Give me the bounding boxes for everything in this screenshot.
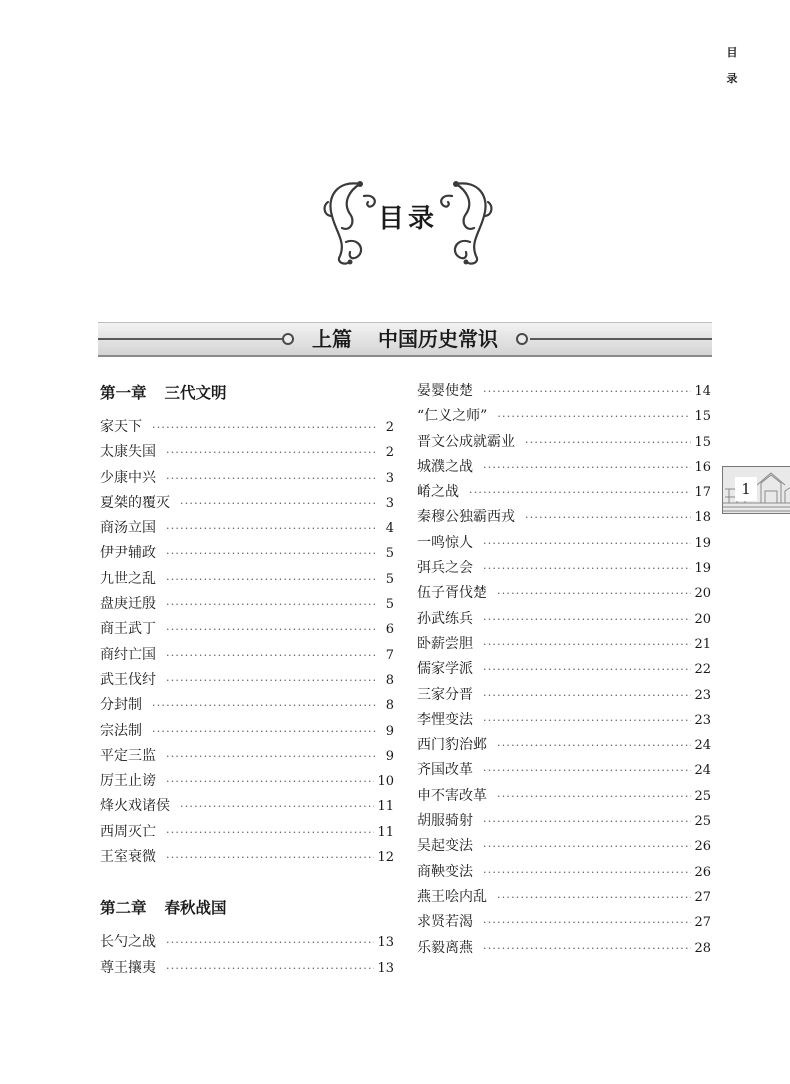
toc-entry[interactable] (417, 632, 711, 657)
dot-leader (483, 607, 691, 632)
entry-page: 5 (385, 571, 394, 587)
dot-leader (166, 440, 377, 465)
part-label: 上篇 (312, 327, 352, 351)
entry-title: 崤之战 (417, 484, 459, 501)
dot-leader (483, 758, 691, 783)
part-banner (98, 322, 712, 357)
dot-leader (483, 910, 691, 935)
entry-title: 家天下 (100, 419, 142, 435)
dot-leader (166, 956, 374, 981)
entry-page: 16 (694, 459, 711, 475)
dot-leader (497, 733, 691, 758)
entry-title: 九世之乱 (100, 570, 156, 587)
entry-page: 15 (694, 434, 711, 450)
entry-page: 8 (385, 698, 394, 714)
dot-leader (525, 505, 691, 530)
dot-leader (497, 581, 691, 606)
chapter-label: 第二章 (100, 899, 147, 918)
dot-leader (525, 430, 691, 455)
toc-entry[interactable] (100, 541, 394, 566)
entry-page: 15 (694, 409, 711, 425)
dot-leader (497, 885, 691, 910)
entry-title: 卧薪尝胆 (417, 635, 473, 652)
dot-leader (483, 936, 691, 961)
entry-page: 2 (385, 420, 394, 435)
dot-leader (483, 683, 691, 708)
chapter-label: 第一章 (100, 384, 147, 402)
entry-title: 夏桀的覆灭 (100, 494, 170, 511)
dot-leader (483, 455, 691, 480)
dot-leader (166, 516, 377, 541)
toc-entry[interactable] (100, 592, 394, 617)
toc-entry[interactable] (100, 516, 394, 541)
entry-page: 5 (385, 546, 394, 562)
toc-entry[interactable] (100, 744, 394, 769)
toc-entry[interactable] (417, 758, 711, 783)
dot-leader (180, 794, 374, 819)
entry-page: 11 (377, 799, 394, 815)
toc-entry[interactable] (100, 617, 394, 642)
dot-leader (152, 693, 377, 718)
toc-entry[interactable] (100, 415, 394, 440)
entry-page: 3 (385, 470, 394, 486)
dot-leader (166, 744, 377, 769)
entry-page: 7 (385, 647, 394, 663)
dot-leader (166, 541, 377, 566)
entry-title: 一鸣惊人 (417, 534, 473, 551)
title-block (320, 176, 496, 268)
dot-leader (180, 491, 377, 516)
entry-title: 吴起变法 (417, 838, 473, 855)
toc-entry[interactable] (100, 845, 394, 870)
toc-entry[interactable] (100, 956, 394, 981)
toc-entry[interactable] (100, 820, 394, 845)
banner-rule (98, 338, 282, 340)
toc-entry[interactable] (100, 668, 394, 693)
entry-title: 平定三监 (100, 747, 156, 764)
toc-entry[interactable] (417, 809, 711, 834)
dot-leader (483, 556, 691, 581)
entry-title: 晋文公成就霸业 (417, 433, 515, 450)
toc-entry[interactable] (417, 404, 711, 429)
entry-page: 5 (385, 597, 394, 613)
toc-entry[interactable] (100, 693, 394, 718)
entry-page: 9 (385, 748, 394, 764)
entry-title: 晏婴使楚 (417, 383, 473, 399)
entry-title: 求贤若渴 (417, 914, 473, 931)
toc-entry[interactable] (100, 719, 394, 744)
entry-page: 11 (377, 824, 394, 840)
entry-page: 6 (385, 622, 394, 638)
entry-title: 儒家学派 (417, 661, 473, 678)
entry-page: 27 (694, 915, 711, 931)
entry-title: 李悝变法 (417, 711, 473, 728)
toc-entry[interactable] (100, 491, 394, 516)
entry-title: 少康中兴 (100, 469, 156, 486)
page-title: 目录 (377, 204, 438, 234)
entry-title: 城濮之战 (417, 458, 473, 475)
toc-entry[interactable] (100, 930, 394, 955)
toc-entry[interactable] (417, 910, 711, 935)
dot-leader (483, 657, 691, 682)
entry-page: 12 (377, 850, 394, 866)
toc-column-right (417, 379, 711, 961)
toc-entry[interactable] (417, 607, 711, 632)
entry-title: 胡服骑射 (417, 813, 473, 830)
entry-page: 26 (694, 839, 711, 855)
entry-page: 27 (694, 889, 711, 905)
entry-page: 19 (694, 561, 711, 577)
entry-page: 18 (694, 510, 711, 526)
toc-entry[interactable] (100, 794, 394, 819)
dot-leader (483, 834, 691, 859)
entry-title: 西周灭亡 (100, 823, 156, 840)
dot-leader (152, 415, 377, 440)
entry-title: 长勺之战 (100, 934, 156, 951)
entry-title: 西门豹治邺 (417, 737, 487, 754)
entry-title: 宗法制 (100, 722, 142, 739)
dot-leader (166, 466, 377, 491)
circle-bullet-icon (516, 333, 528, 345)
dot-leader (497, 404, 691, 429)
entry-page: 13 (377, 960, 394, 976)
entry-title: 尊王攘夷 (100, 959, 156, 976)
entry-title: 商汤立国 (100, 520, 156, 537)
entry-title: “仁义之师” (417, 408, 488, 425)
dot-leader (483, 809, 691, 834)
entry-page: 3 (385, 495, 394, 511)
toc-entry[interactable] (100, 567, 394, 592)
dot-leader (483, 708, 691, 733)
entry-page: 22 (694, 662, 711, 678)
running-head-char: 目 (726, 46, 738, 59)
dot-leader (483, 632, 691, 657)
toc-entry[interactable] (100, 440, 394, 465)
entry-page: 23 (694, 712, 711, 728)
toc-entry[interactable] (417, 531, 711, 556)
entry-page: 25 (694, 788, 711, 804)
dot-leader (166, 643, 377, 668)
toc-entry[interactable] (417, 936, 711, 961)
part-heading (302, 325, 508, 353)
dot-leader (152, 719, 377, 744)
entry-title: 伊尹辅政 (100, 545, 156, 562)
toc-entry[interactable] (417, 480, 711, 505)
entry-page: 2 (385, 445, 394, 461)
entry-title: 烽火戏诸侯 (100, 798, 170, 815)
toc-entry[interactable] (100, 643, 394, 668)
entry-page: 24 (694, 763, 711, 779)
running-head (724, 40, 740, 92)
toc-entry[interactable] (417, 556, 711, 581)
entry-title: 孙武练兵 (417, 610, 473, 627)
dot-leader (166, 845, 374, 870)
toc-entry[interactable] (417, 581, 711, 606)
dot-leader (166, 668, 377, 693)
dot-leader (483, 860, 691, 885)
chapter-title: 春秋战国 (164, 899, 227, 918)
dot-leader (166, 769, 374, 794)
toc-entry[interactable] (417, 784, 711, 809)
chapter-title: 三代文明 (164, 384, 227, 402)
entry-title: 申不害改革 (417, 787, 487, 804)
entry-title: 齐国改革 (417, 762, 473, 779)
toc-column-left (100, 379, 394, 981)
entry-page: 8 (385, 672, 394, 688)
entry-page: 28 (694, 940, 711, 956)
entry-page: 10 (377, 774, 394, 790)
circle-bullet-icon (282, 333, 294, 345)
entry-page: 14 (694, 384, 711, 399)
entry-page: 26 (694, 864, 711, 880)
entry-title: 弭兵之会 (417, 560, 473, 577)
part-title: 中国历史常识 (378, 327, 498, 351)
toc-entry[interactable] (417, 683, 711, 708)
dot-leader (469, 480, 691, 505)
dot-leader (166, 930, 374, 955)
dot-leader (166, 592, 377, 617)
entry-page: 21 (694, 636, 711, 652)
entry-page: 20 (694, 586, 711, 602)
page-thumb-tab (722, 466, 790, 514)
toc-entry[interactable] (417, 430, 711, 455)
entry-title: 王室衰微 (100, 849, 156, 866)
dot-leader (166, 617, 377, 642)
toc-entry[interactable] (417, 834, 711, 859)
entry-title: 厉王止谤 (100, 773, 156, 790)
entry-page: 9 (385, 723, 394, 739)
dot-leader (497, 784, 691, 809)
toc-entry[interactable] (417, 860, 711, 885)
toc-entry[interactable] (417, 379, 711, 404)
entry-title: 武王伐纣 (100, 671, 156, 688)
toc-entry[interactable] (100, 466, 394, 491)
entry-title: 乐毅离燕 (417, 939, 473, 956)
entry-page: 23 (694, 687, 711, 703)
dot-leader (166, 567, 377, 592)
entry-page: 4 (385, 521, 394, 537)
entry-title: 燕王哙内乱 (417, 888, 487, 905)
entry-page: 24 (694, 738, 711, 754)
entry-page: 17 (694, 485, 711, 501)
entry-page: 19 (694, 535, 711, 551)
entry-title: 分封制 (100, 697, 142, 714)
toc-entry[interactable] (417, 733, 711, 758)
dot-leader (166, 820, 374, 845)
entry-title: 商鞅变法 (417, 863, 473, 880)
entry-title: 伍子胥伐楚 (417, 585, 487, 602)
entry-page: 20 (694, 611, 711, 627)
running-head-char: 录 (726, 72, 738, 85)
entry-title: 盘庚迁殷 (100, 596, 156, 613)
entry-title: 商王武丁 (100, 621, 156, 638)
toc-entry[interactable] (417, 455, 711, 480)
chapter-heading (100, 379, 394, 407)
toc-entry[interactable] (100, 769, 394, 794)
entry-title: 秦穆公独霸西戎 (417, 509, 515, 526)
entry-page: 25 (694, 814, 711, 830)
entry-page: 13 (377, 935, 394, 951)
entry-title: 三家分晋 (417, 686, 473, 703)
dot-leader (483, 531, 691, 556)
toc-entry[interactable] (417, 885, 711, 910)
page-number: 1 (735, 477, 757, 501)
toc-entry[interactable] (417, 505, 711, 530)
chapter-heading (100, 894, 394, 922)
toc-entry[interactable] (417, 708, 711, 733)
banner-rule (530, 338, 712, 340)
dot-leader (483, 379, 691, 404)
entry-title: 商纣亡国 (100, 646, 156, 663)
toc-entry[interactable] (417, 657, 711, 682)
entry-title: 太康失国 (100, 444, 156, 461)
